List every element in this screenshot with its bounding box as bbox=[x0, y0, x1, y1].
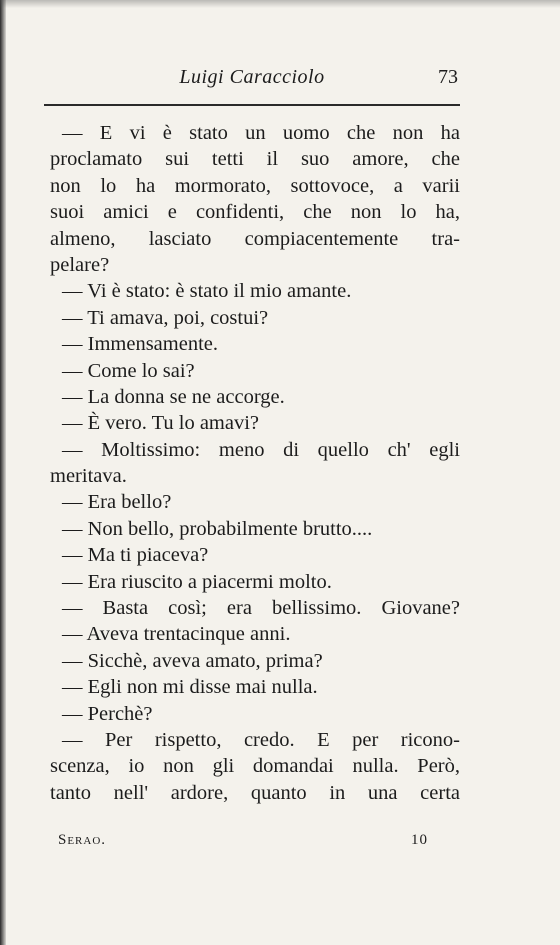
text-line: pelare? bbox=[50, 253, 110, 276]
text-line: non lo ha mormorato, sottovoce, a varii bbox=[50, 174, 460, 197]
text-line: — Egli non mi disse mai nulla. bbox=[62, 676, 318, 699]
text-line: — E vi è stato un uomo che non ha bbox=[62, 122, 460, 144]
text-line: meritava. bbox=[50, 465, 127, 488]
text-line: — Aveva trentacinque anni. bbox=[62, 623, 291, 646]
signature-mark: Serao. bbox=[58, 832, 107, 848]
page-header bbox=[44, 60, 460, 100]
text-line: — Ma ti piaceva? bbox=[62, 544, 209, 567]
text-line: — Perchè? bbox=[62, 702, 153, 725]
text-line: — La donna se ne accorge. bbox=[62, 385, 285, 408]
text-line: — Moltissimo: meno di quello ch' egli bbox=[62, 438, 460, 461]
header-rule bbox=[44, 104, 460, 106]
text-line: — Non bello, probabilmente brutto.... bbox=[62, 517, 373, 540]
text-line: — Vi è stato: è stato il mio amante. bbox=[62, 280, 352, 303]
text-line: scenza, io non gli domandai nulla. Però, bbox=[50, 755, 460, 778]
text-line: — Era bello? bbox=[62, 491, 172, 514]
page-number: 73 bbox=[438, 66, 458, 88]
text-body bbox=[50, 120, 460, 806]
text-line: — Sicchè, aveva amato, prima? bbox=[62, 649, 323, 672]
text-line: almeno, lasciato compiacentemente tra- bbox=[50, 227, 460, 250]
text-line: — Immensamente. bbox=[62, 333, 218, 356]
text-line: — Basta così; era bellissimo. Giovane? bbox=[62, 597, 460, 620]
page-footer bbox=[58, 832, 428, 854]
text-line: — Per rispetto, credo. E per ricono- bbox=[62, 728, 460, 751]
page-top-shadow bbox=[0, 0, 560, 8]
text-line: proclamato sui tetti il suo amore, che bbox=[50, 148, 460, 171]
text-line: tanto nell' ardore, quanto in una certa bbox=[50, 781, 460, 804]
text-line: — Era riuscito a piacermi molto. bbox=[62, 570, 332, 593]
text-line: — È vero. Tu lo amavi? bbox=[62, 412, 260, 435]
text-line: — Ti amava, poi, costui? bbox=[62, 306, 269, 329]
signature-number: 10 bbox=[411, 832, 428, 848]
text-line: — Come lo sai? bbox=[62, 359, 195, 382]
page-edge-shadow bbox=[0, 0, 6, 945]
text-line: suoi amici e confidenti, che non lo ha, bbox=[50, 201, 460, 224]
running-title: Luigi Caracciolo bbox=[179, 66, 325, 88]
